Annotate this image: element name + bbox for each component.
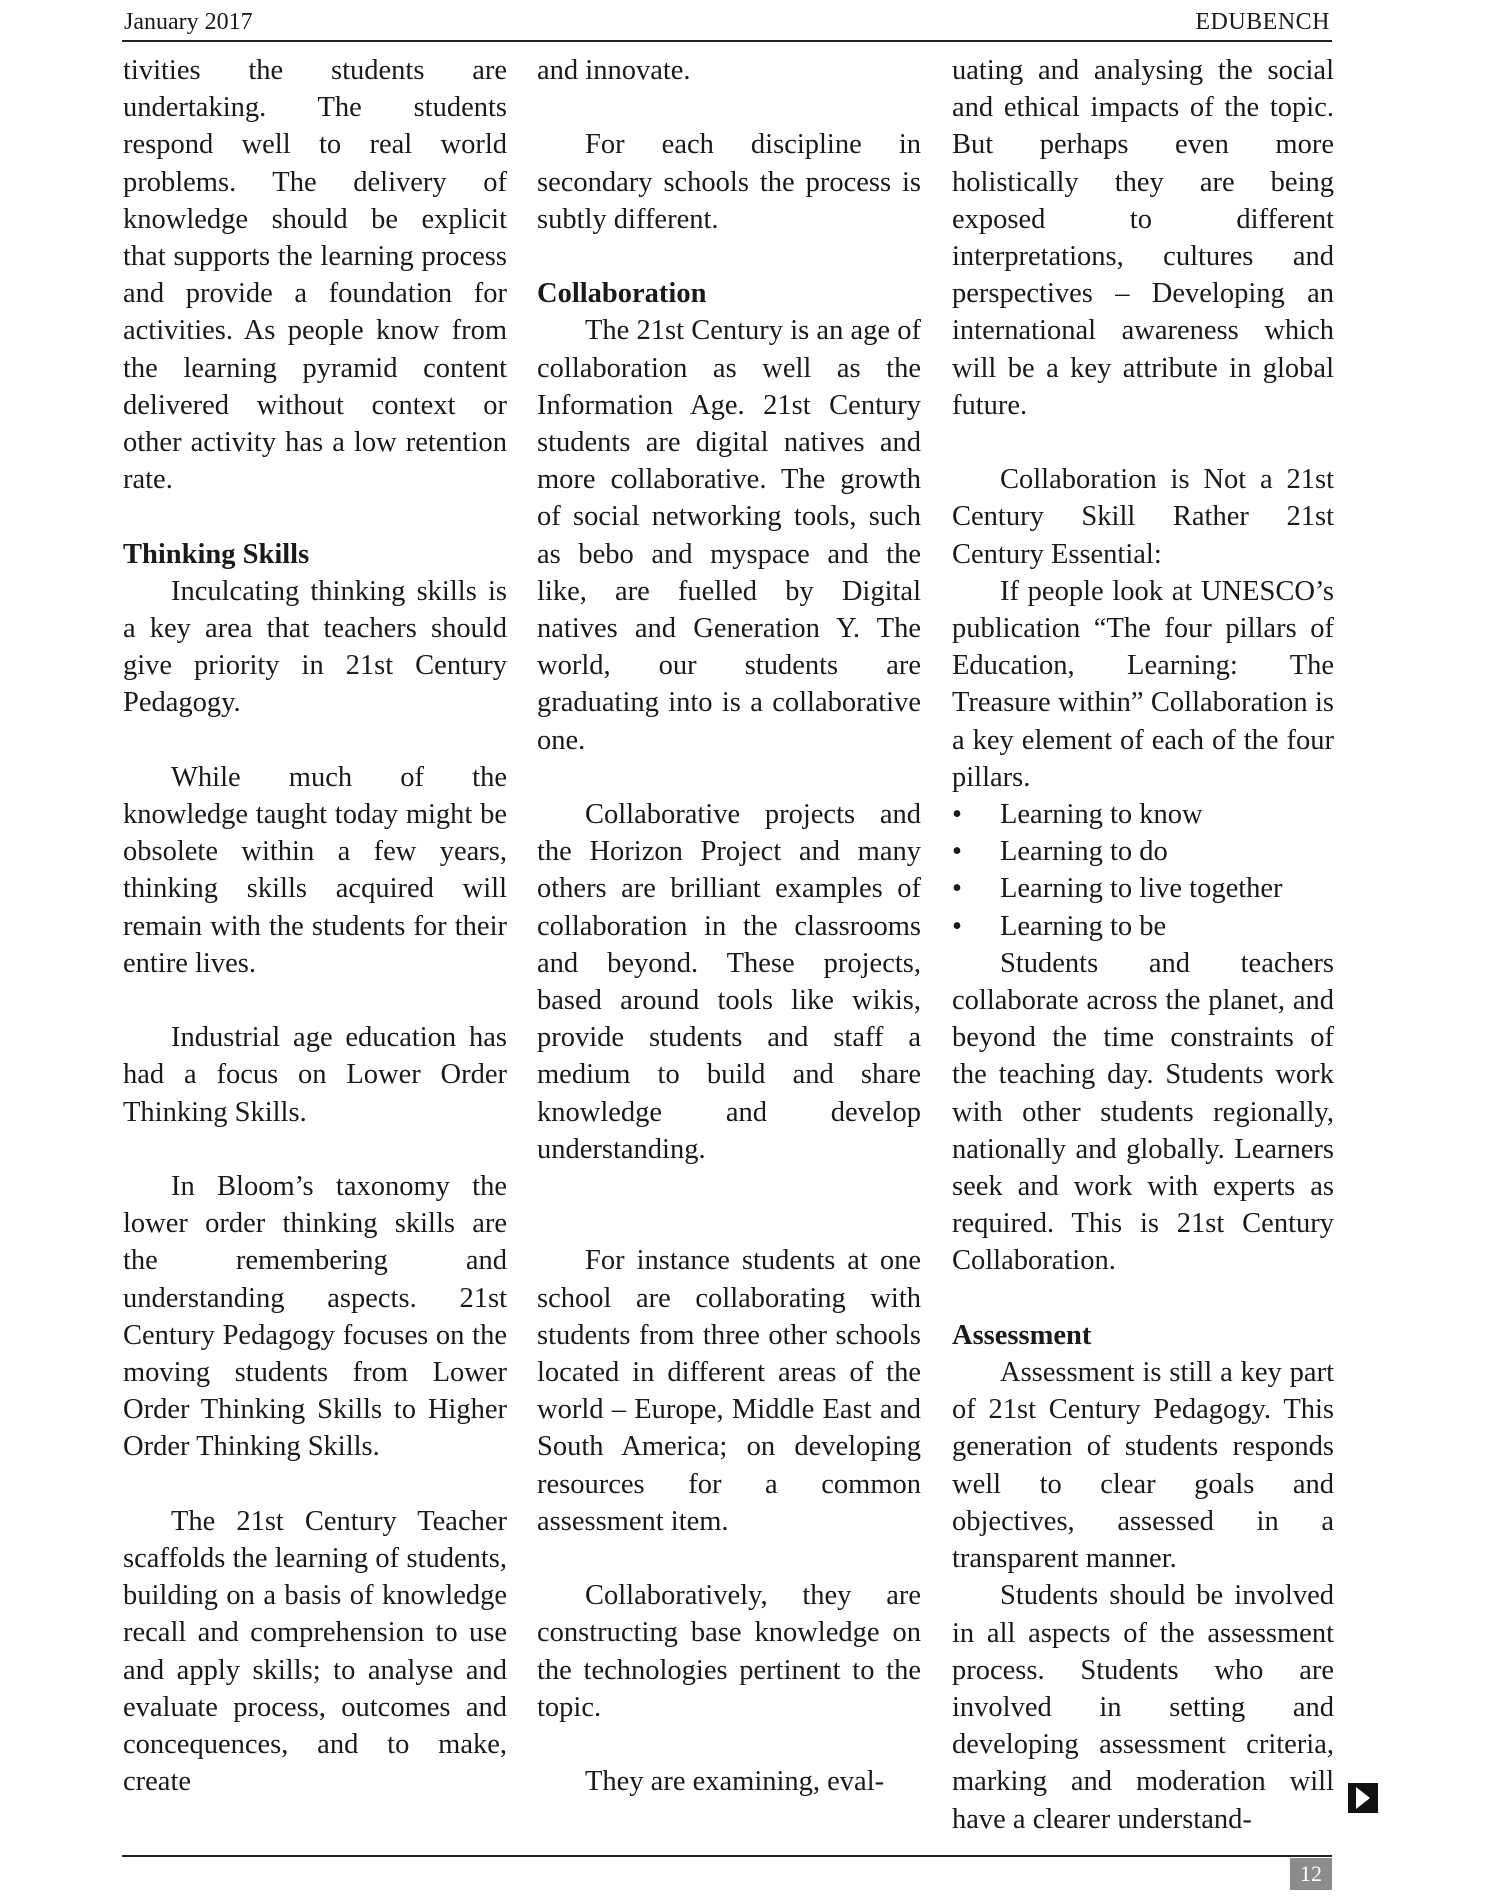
list-item-text: Learning to be <box>1000 910 1167 942</box>
heading-assessment: Assessment <box>952 1319 1092 1351</box>
list-item <box>952 908 1334 945</box>
list-item-text: Learning to live together <box>1000 873 1283 905</box>
bullet-icon: • <box>952 873 962 905</box>
bullet-icon: • <box>952 799 962 831</box>
col2-paragraph-5: For instance students at one school are collaborating with students from three other schools located in different areas of the world – Europe, Middle East and South America; on developing resources for a common assessment item. <box>537 1245 921 1537</box>
column-1 <box>123 52 507 1800</box>
bullet-icon: • <box>952 910 962 942</box>
col1-paragraph-3: While much of the knowledge taught today might be obsolete within a few years, thinking skills acquired will remain with the students for their entire lives. <box>123 761 507 979</box>
column-2 <box>537 52 921 1800</box>
four-pillars-list <box>952 796 1334 945</box>
col2-paragraph-7: They are examining, eval- <box>585 1766 885 1798</box>
column-3 <box>952 52 1334 1838</box>
list-item-text: Learning to do <box>1000 836 1168 868</box>
publication-name: EDUBENCH <box>1195 9 1330 35</box>
col2-paragraph-3: The 21st Century is an age of collaboration as well as the Information Age. 21st Century students are digital natives and more collaborative. The growth of social networking tools, such as bebo and myspace and the like, are fuelled by Digital natives and Generation Y. The world, our students are graduating into is a collaborative one. <box>537 315 921 756</box>
next-page-arrow-icon[interactable] <box>1348 1783 1378 1813</box>
heading-thinking-skills: Thinking Skills <box>123 538 310 570</box>
bullet-icon: • <box>952 836 962 868</box>
footer-divider <box>122 1855 1332 1857</box>
col1-paragraph-2: Inculcating thinking skills is a key area that teachers should give priority in 21st Century Pedagogy. <box>123 575 507 719</box>
col2-paragraph-1: and innovate. <box>537 55 691 86</box>
col3-paragraph-4: Students and teachers collaborate across the planet, and beyond the time constraints of the teaching day. Students work with other students regionally, nationally and globally. Learners seek and work with experts as required. This is 21st Century Collaboration. <box>952 947 1334 1277</box>
col2-paragraph-4: Collaborative projects and the Horizon Project and many others are brilliant examples of collaboration in the classrooms and beyond. These projects, based around tools like wikis, provide students and staff a medium to build and share knowledge and develop understanding. <box>537 799 921 1165</box>
col3-paragraph-3: If people look at UNESCO’s publication “The four pillars of Education, Learning: The Treasure within” Collaboration is a key element of each of the four pillars. <box>952 575 1334 793</box>
page-header <box>122 6 1332 42</box>
col3-paragraph-2: Collaboration is Not a 21st Century Skill Rather 21st Century Essential: <box>952 464 1334 570</box>
col3-paragraph-5: Assessment is still a key part of 21st Century Pedagogy. This generation of students responds well to clear goals and objectives, assessed in a transparent manner. <box>952 1357 1334 1575</box>
col1-paragraph-5: In Bloom’s taxonomy the lower order thinking skills are the remembering and understanding aspects. 21st Century Pedagogy focuses on the moving students from Lower Order Thinking Skills to Higher Order Thinking Skills. <box>123 1171 507 1463</box>
heading-collaboration: Collaboration <box>537 278 707 310</box>
list-item-text: Learning to know <box>1000 799 1203 831</box>
list-item <box>952 870 1334 907</box>
col2-paragraph-6: Collaboratively, they are constructing base knowledge on the technologies pertinent to the topic. <box>537 1580 921 1723</box>
list-item <box>952 796 1334 833</box>
col2-paragraph-2: For each discipline in secondary schools the process is subtly different. <box>537 129 921 235</box>
col1-paragraph-6: The 21st Century Teacher scaffolds the learning of students, building on a basis of knowledge recall and comprehension to use and apply skills; to analyse and evaluate process, outcomes and concequences, and to make, create <box>123 1505 507 1798</box>
col1-paragraph-1: tivities the students are undertaking. The students respond well to real world problems. The delivery of knowledge should be explicit that supports the learning process and provide a foundation for activities. As people know from the learning pyramid content delivered without context or other activity has a low retention rate. <box>123 55 507 496</box>
col3-paragraph-1: uating and analysing the social and ethical impacts of the topic. But perhaps even more holistically they are being exposed to different interpretations, cultures and perspectives – Developing an international awareness which will be a key attribute in global future. <box>952 55 1334 421</box>
col1-paragraph-4: Industrial age education has had a focus on Lower Order Thinking Skills. <box>123 1022 507 1128</box>
page-number: 12 <box>1290 1858 1332 1890</box>
col3-paragraph-6: Students should be involved in all aspects of the assessment process. Students who are involved in setting and developing assessment criteria, marking and moderation will have a clearer understand- <box>952 1580 1334 1835</box>
issue-date: January 2017 <box>124 9 253 35</box>
list-item <box>952 833 1334 870</box>
